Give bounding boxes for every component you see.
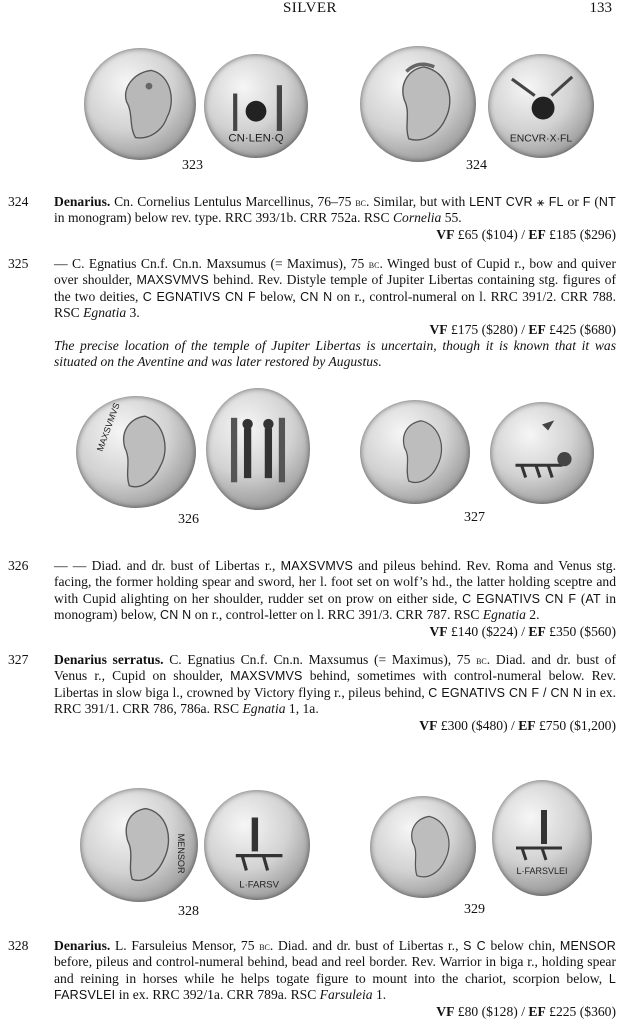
- coin-image-324-obverse: [360, 46, 476, 162]
- coin-image-326-reverse: [206, 388, 310, 510]
- coin-legend-323: CN·LEN·Q: [228, 132, 284, 145]
- valuation: VF £175 ($280) / EF £425 ($680): [429, 321, 616, 337]
- entry-note: The precise location of the temple of Jupiter Libertas is uncertain, though it is known that it was situated on the Aventine and was later restored by Augustus.: [54, 338, 616, 370]
- entry-text: — C. Egnatius Cn.f. Cn.n. Maxsumus (= Maximus), 75 bc. Winged bust of Cupid r., bow and quiver over shoulder, MAXSVMVS behind. Rev. Distyle temple of Jupiter Libertas containing stg. figures of the two deities, C EGNATIVS CN F below, CN N on r., control-numeral on l. RRC 391/2. CRR 788. RSC Egnatia 3. VF £175 ($280) / EF £425 ($680) The precise location of the temple of Jupiter Libertas is uncertain, though it is known that it was situated on the Aventine and was later restored by Augustus.: [54, 256, 616, 370]
- coin-image-323-reverse: [204, 54, 308, 158]
- entry-number: 327: [8, 652, 29, 667]
- coin-image-328-reverse: [204, 790, 310, 900]
- coin-plate-323-324: [0, 40, 620, 180]
- coin-legend-328: L·FARSV: [239, 879, 279, 891]
- entry-number: 324: [8, 194, 29, 209]
- entry-text: Denarius. L. Farsuleius Mensor, 75 bc. Diad. and dr. bust of Libertas r., S C below chin, MENSOR before, pileus and control-numeral behind, bead and reel border. Rev. Warrior in biga r., holding spear and reining in horses while he helps togate figure to mount into the chariot, scorpion below, L FARSVLEI in ex. RRC 392/1a. CRR 789a. RSC Farsuleia 1. VF £80 ($128) / EF £225 ($360): [54, 938, 616, 1019]
- entry-number: 326: [8, 558, 29, 573]
- coin-image-327-reverse: [490, 402, 594, 504]
- entry-number: 328: [8, 938, 29, 953]
- valuation: VF £300 ($480) / EF £750 ($1,200): [419, 717, 616, 733]
- coin-image-329-obverse: [370, 796, 476, 898]
- entry-text: Denarius serratus. C. Egnatius Cn.f. Cn.n. Maxsumus (= Maximus), 75 bc. Diad. and dr. bust of Venus r., Cupid on shoulder, MAXSVMVS behind, sometimes with control-numeral below. Rev. Libertas in slow biga l., crowned by Victory flying r., pileus behind, C EGNATIVS CN F / CN N in ex. RRC 391/1. CRR 786, 786a. RSC Egnatia 1, 1a. VF £300 ($480) / EF £750 ($1,200): [54, 652, 616, 733]
- coin-plate-326-327: [0, 386, 620, 532]
- coin-image-329-reverse: [492, 780, 592, 896]
- coin-legend-329: L·FARSVLEI: [516, 866, 568, 876]
- coin-plate-328-329: [0, 776, 620, 922]
- valuation: VF £80 ($128) / EF £225 ($360): [436, 1003, 616, 1019]
- coin-image-326-obverse: [76, 396, 196, 508]
- coin-image-328-obverse: [80, 788, 198, 902]
- coin-number-323: 323: [182, 158, 203, 173]
- entry-number: 325: [8, 256, 29, 271]
- catalogue-entry-328: [8, 938, 616, 1020]
- coin-legend-326: MAXSVMVS: [94, 401, 122, 453]
- coin-number-328: 328: [178, 904, 199, 919]
- page-header-title: SILVER: [282, 0, 338, 16]
- coin-number-327: 327: [464, 510, 485, 525]
- coin-number-329: 329: [464, 902, 485, 917]
- catalogue-entry-326: [8, 558, 616, 640]
- entry-text: — — Diad. and dr. bust of Libertas r., MAXSVMVS and pileus behind. Rev. Roma and Venus stg. facing, the former holding spear and sword, her l. foot set on wolf’s hd., the latter holding sceptre and with Cupid alighting on her shoulder, rudder set on prow on either side, C EGNATIVS CN F (AT in monogram) below, CN N on r., control-letter on l. RRC 391/3. CRR 787. RSC Egnatia 2. VF £140 ($224) / EF £350 ($560): [54, 558, 616, 639]
- coin-image-327-obverse: [360, 400, 470, 504]
- coin-image-324-reverse: [488, 54, 594, 158]
- coin-image-323-obverse: [84, 48, 196, 160]
- entry-text: Denarius. Cn. Cornelius Lentulus Marcellinus, 76–75 bc. Similar, but with LENT CVR ⚹ FL or F (NT in monogram) below rev. type. RRC 393/1b. CRR 752a. RSC Cornelia 55. VF £65 ($104) / EF £185 ($296): [54, 194, 616, 242]
- page-number: 133: [589, 0, 612, 16]
- valuation: VF £65 ($104) / EF £185 ($296): [436, 226, 616, 242]
- catalogue-entry-325: [8, 256, 616, 371]
- coin-number-324: 324: [466, 158, 487, 173]
- coin-legend-328-obverse: MENSOR: [175, 833, 186, 874]
- catalogue-entry-324: [8, 194, 616, 243]
- valuation: VF £140 ($224) / EF £350 ($560): [429, 623, 616, 639]
- coin-number-326: 326: [178, 512, 199, 527]
- coin-legend-324: ENCVR·X·FL: [509, 133, 573, 145]
- catalogue-entry-327: [8, 652, 616, 734]
